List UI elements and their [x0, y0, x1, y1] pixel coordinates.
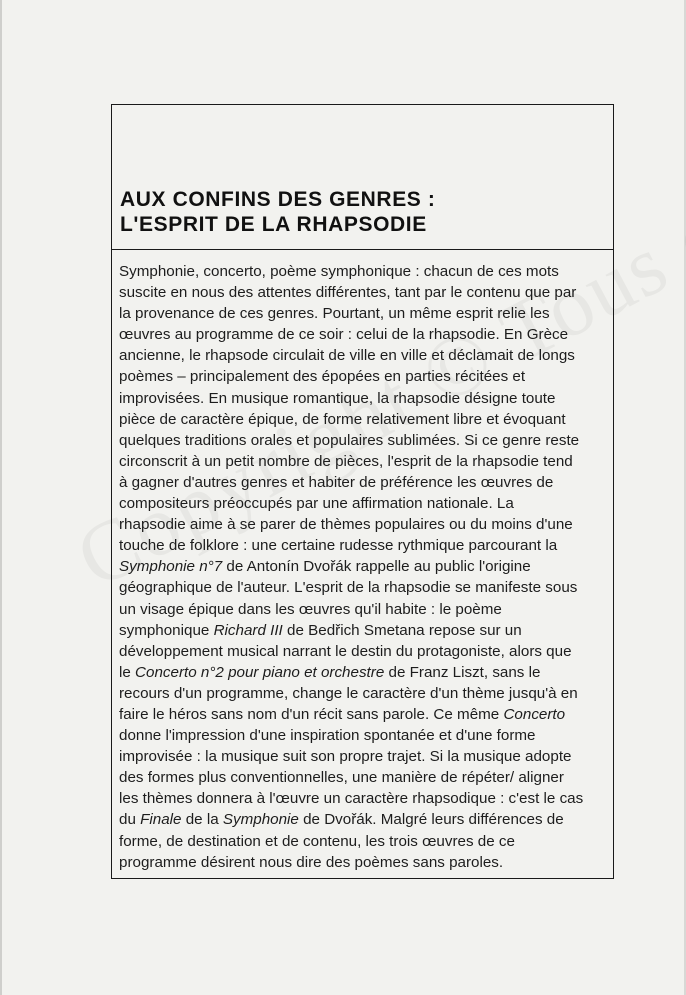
text-run: de Dvořák. Malgré leurs différences de [298, 811, 564, 829]
body-line [119, 767, 609, 788]
title-block [112, 105, 613, 250]
text-run: œuvres au programme de ce soir : celui de la rhapsodie. En Grèce [119, 326, 569, 344]
body-line [119, 852, 609, 873]
text-run: de Franz Liszt, sans le [384, 663, 541, 681]
italic-title: Concerto [503, 705, 566, 723]
text-run: circonscrit à un petit nombre de pièces, l'esprit de la rhapsodie tend [119, 452, 573, 470]
italic-title: Symphonie [222, 811, 299, 829]
body-line [119, 493, 609, 514]
body-line [119, 746, 609, 767]
italic-title: Concerto n°2 pour piano et orchestre [135, 663, 385, 681]
text-run: symphonique [119, 621, 214, 639]
text-run: forme, de destination et de contenu, les trois œuvres de ce [119, 832, 515, 850]
text-run: faire le héros sans nom d'un récit sans parole. Ce même [119, 705, 504, 723]
body-line [119, 641, 609, 662]
text-run: ancienne, le rhapsode circulait de ville en ville et déclamait de longs [119, 347, 575, 365]
text-run: touche de folklore : une certaine rudesse rythmique parcourant la [119, 537, 558, 555]
text-run: la provenance de ces genres. Pourtant, un même esprit relie les [119, 305, 550, 323]
body-line [119, 683, 609, 704]
text-run: suscite en nous des attentes différentes, tant par le contenu que par [119, 284, 577, 302]
text-run: compositeurs préoccupés par une affirmation nationale. La [119, 495, 514, 513]
body-line [119, 261, 609, 282]
body-line [119, 409, 609, 430]
text-run: donne l'impression d'une inspiration spontanée et d'une forme [119, 727, 536, 745]
body-line [119, 430, 609, 451]
body-line [119, 662, 609, 683]
body-line [119, 345, 609, 366]
text-run: quelques traditions orales et populaires sublimées. Si ce genre reste [119, 431, 580, 449]
italic-title: Finale [140, 811, 182, 829]
text-run: à gagner d'autres genres et habiter de préférence les œuvres de [119, 473, 554, 491]
body-line [119, 514, 609, 535]
body-line [119, 451, 609, 472]
body-line [119, 303, 609, 324]
article-title [120, 187, 435, 237]
text-run: pièce de caractère épique, de forme relativement libre et évoquant [119, 410, 566, 428]
text-run: des formes plus conventionnelles, une manière de répéter/ aligner [119, 769, 564, 787]
body-line [119, 388, 609, 409]
italic-title: Symphonie n°7 [119, 558, 223, 576]
text-run: du [119, 811, 141, 829]
text-run: de Bedřich Smetana repose sur un [282, 621, 522, 639]
text-run: géographique de l'auteur. L'esprit de la rhapsodie se manifeste sous [119, 579, 578, 597]
body-line [119, 788, 609, 809]
body-line [119, 704, 609, 725]
text-run: improvisées. En musique romantique, la rhapsodie désigne toute [119, 389, 556, 407]
text-run: poèmes – principalement des épopées en parties récitées et [119, 368, 526, 386]
body-line [119, 366, 609, 387]
body-line [119, 282, 609, 303]
text-run: programme désirent nous dire des poèmes sans paroles. [119, 853, 504, 871]
text-run: un visage épique dans les œuvres qu'il habite : le poème [119, 600, 502, 618]
text-run: Symphonie, concerto, poème symphonique : chacun de ces mots [119, 263, 559, 280]
article-body [119, 261, 609, 873]
italic-title: Richard III [213, 621, 283, 639]
body-line [119, 599, 609, 620]
body-line [119, 831, 609, 852]
body-line [119, 809, 609, 830]
text-run: le [119, 663, 136, 681]
body-line [119, 577, 609, 598]
title-line-2: L'ESPRIT DE LA RHAPSODIE [120, 213, 427, 236]
text-run: de Antonín Dvořák rappelle au public l'origine [222, 558, 531, 576]
text-run: de la [181, 811, 223, 829]
body-line [119, 472, 609, 493]
body-line [119, 725, 609, 746]
article-box [111, 104, 614, 879]
text-run: rhapsodie aime à se parer de thèmes populaires ou du moins d'une [119, 516, 573, 534]
text-run: les thèmes donnera à l'œuvre un caractère rhapsodique : c'est le cas [119, 790, 584, 808]
body-line [119, 620, 609, 641]
body-line [119, 556, 609, 577]
body-line [119, 324, 609, 345]
text-run: recours d'un programme, change le caractère d'un thème jusqu'à en [119, 684, 578, 702]
text-run: développement musical narrant le destin du protagoniste, alors que [119, 642, 572, 660]
title-line-1: AUX CONFINS DES GENRES : [120, 188, 436, 211]
text-run: improvisée : la musique suit son propre trajet. Si la musique adopte [119, 748, 572, 766]
body-line [119, 535, 609, 556]
